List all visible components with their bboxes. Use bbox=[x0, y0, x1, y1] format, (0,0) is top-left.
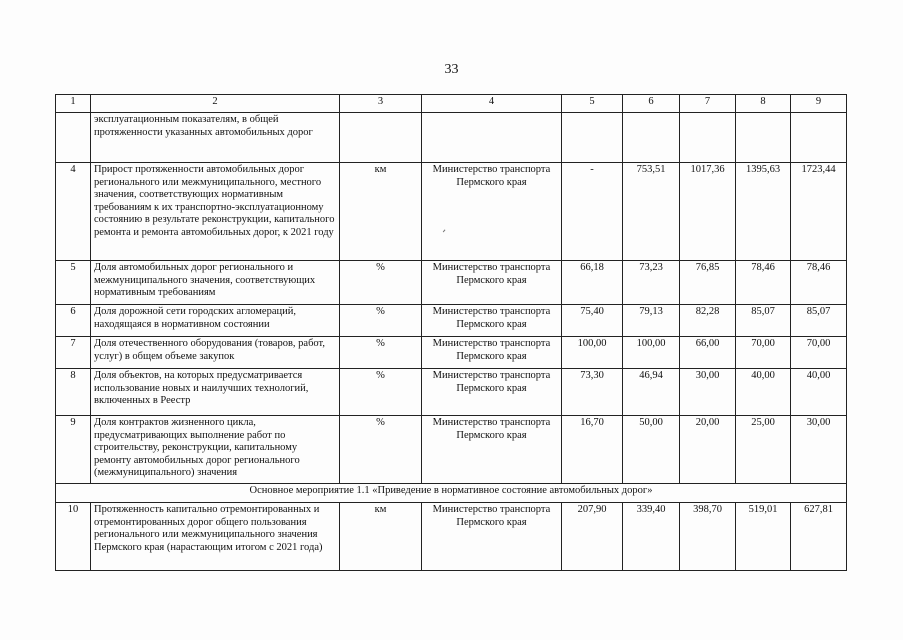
value-col5: 207,90 bbox=[562, 503, 623, 571]
value-col8: 78,46 bbox=[736, 261, 791, 305]
owner-cell: Министерство транспорта Пермского края bbox=[422, 369, 562, 416]
page-number: 33 bbox=[444, 62, 459, 77]
value-col7: 30,00 bbox=[680, 369, 736, 416]
value-col9: 30,00 bbox=[791, 416, 847, 484]
header-cell: 3 bbox=[340, 95, 422, 113]
value-col6: 79,13 bbox=[623, 305, 680, 337]
owner-cell bbox=[422, 113, 562, 163]
indicator-title: эксплуатационным показателям, в общей протяженности указанных автомобильных дорог bbox=[91, 113, 340, 163]
value-col7: 398,70 bbox=[680, 503, 736, 571]
value-col8: 1395,63 bbox=[736, 163, 791, 261]
value-col9 bbox=[791, 113, 847, 163]
value-col9: 70,00 bbox=[791, 337, 847, 369]
value-col8: 40,00 bbox=[736, 369, 791, 416]
owner-cell: Министерство транспорта Пермского края bbox=[422, 305, 562, 337]
owner-cell: Министерство транспорта Пермского края bbox=[422, 416, 562, 484]
unit-cell bbox=[340, 113, 422, 163]
value-col6: 753,51 bbox=[623, 163, 680, 261]
header-cell: 2 bbox=[91, 95, 340, 113]
value-col8: 85,07 bbox=[736, 305, 791, 337]
value-col7: 20,00 bbox=[680, 416, 736, 484]
header-cell: 9 bbox=[791, 95, 847, 113]
table-row bbox=[56, 337, 847, 369]
unit-cell: % bbox=[340, 416, 422, 484]
value-col6: 73,23 bbox=[623, 261, 680, 305]
value-col7: 76,85 bbox=[680, 261, 736, 305]
indicator-title: Доля отечественного оборудования (товаров, работ, услуг) в общем объеме закупок bbox=[91, 337, 340, 369]
value-col9: 40,00 bbox=[791, 369, 847, 416]
table-row bbox=[56, 503, 847, 571]
unit-cell: км bbox=[340, 163, 422, 261]
row-number: 10 bbox=[56, 503, 91, 571]
column-number-header-row bbox=[56, 95, 847, 113]
value-col5: 16,70 bbox=[562, 416, 623, 484]
table-row bbox=[56, 113, 847, 163]
header-cell: 7 bbox=[680, 95, 736, 113]
unit-cell: % bbox=[340, 305, 422, 337]
row-number: 7 bbox=[56, 337, 91, 369]
table-row bbox=[56, 261, 847, 305]
indicator-title: Доля автомобильных дорог регионального и межмуниципального значения, соответствующих нормативным требованиям bbox=[91, 261, 340, 305]
value-col8: 25,00 bbox=[736, 416, 791, 484]
value-col7: 1017,36 bbox=[680, 163, 736, 261]
value-col9: 627,81 bbox=[791, 503, 847, 571]
section-row bbox=[56, 484, 847, 503]
unit-cell: % bbox=[340, 337, 422, 369]
table-row bbox=[56, 416, 847, 484]
value-col8: 70,00 bbox=[736, 337, 791, 369]
row-number: 9 bbox=[56, 416, 91, 484]
header-cell: 6 bbox=[623, 95, 680, 113]
indicator-title: Протяженность капитально отремонтированных и отремонтированных дорог общего пользования регионального или межмуниципального значения Пермского края (нарастающим итогом с 2021 года) bbox=[91, 503, 340, 571]
owner-cell: Министерство транспорта Пермского края bbox=[422, 163, 562, 261]
unit-cell: % bbox=[340, 261, 422, 305]
value-col9: 1723,44 bbox=[791, 163, 847, 261]
value-col6: 50,00 bbox=[623, 416, 680, 484]
table-row bbox=[56, 369, 847, 416]
section-title: Основное мероприятие 1.1 «Приведение в нормативное состояние автомобильных дорог» bbox=[56, 484, 847, 503]
value-col6 bbox=[623, 113, 680, 163]
value-col9: 85,07 bbox=[791, 305, 847, 337]
header-cell: 5 bbox=[562, 95, 623, 113]
value-col9: 78,46 bbox=[791, 261, 847, 305]
table-row bbox=[56, 163, 847, 261]
value-col7 bbox=[680, 113, 736, 163]
value-col6: 100,00 bbox=[623, 337, 680, 369]
indicators-table bbox=[55, 94, 847, 571]
value-col5: 73,30 bbox=[562, 369, 623, 416]
value-col8: 519,01 bbox=[736, 503, 791, 571]
header-cell: 4 bbox=[422, 95, 562, 113]
unit-cell: % bbox=[340, 369, 422, 416]
value-col5: 100,00 bbox=[562, 337, 623, 369]
indicator-title: Доля дорожной сети городских агломераций, находящаяся в нормативном состоянии bbox=[91, 305, 340, 337]
value-col5: 75,40 bbox=[562, 305, 623, 337]
row-number: 8 bbox=[56, 369, 91, 416]
value-col5: - bbox=[562, 163, 623, 261]
value-col5 bbox=[562, 113, 623, 163]
value-col8 bbox=[736, 113, 791, 163]
table-row bbox=[56, 305, 847, 337]
unit-cell: км bbox=[340, 503, 422, 571]
header-cell: 8 bbox=[736, 95, 791, 113]
value-col6: 339,40 bbox=[623, 503, 680, 571]
value-col5: 66,18 bbox=[562, 261, 623, 305]
row-number: 5 bbox=[56, 261, 91, 305]
indicator-title: Доля объектов, на которых предусматривается использование новых и наилучших технологий, включенных в Реестр bbox=[91, 369, 340, 416]
value-col6: 46,94 bbox=[623, 369, 680, 416]
value-col7: 82,28 bbox=[680, 305, 736, 337]
value-col7: 66,00 bbox=[680, 337, 736, 369]
indicator-title: Прирост протяженности автомобильных дорог регионального или межмуниципального, местного значения, соответствующих нормативным требованиям к их транспортно-эксплуатационному состоянию в результате реконструкции, капитального ремонта и ремонта автомобильных дорог, к 2021 году bbox=[91, 163, 340, 261]
header-cell: 1 bbox=[56, 95, 91, 113]
row-number: 4 bbox=[56, 163, 91, 261]
row-number bbox=[56, 113, 91, 163]
owner-cell: Министерство транспорта Пермского края bbox=[422, 503, 562, 571]
row-number: 6 bbox=[56, 305, 91, 337]
owner-cell: Министерство транспорта Пермского края bbox=[422, 337, 562, 369]
indicator-title: Доля контрактов жизненного цикла, предусматривающих выполнение работ по строительству, реконструкции, капитальному ремонту автомобильных дорог регионального (межмуниципального) значения bbox=[91, 416, 340, 484]
owner-cell: Министерство транспорта Пермского края bbox=[422, 261, 562, 305]
